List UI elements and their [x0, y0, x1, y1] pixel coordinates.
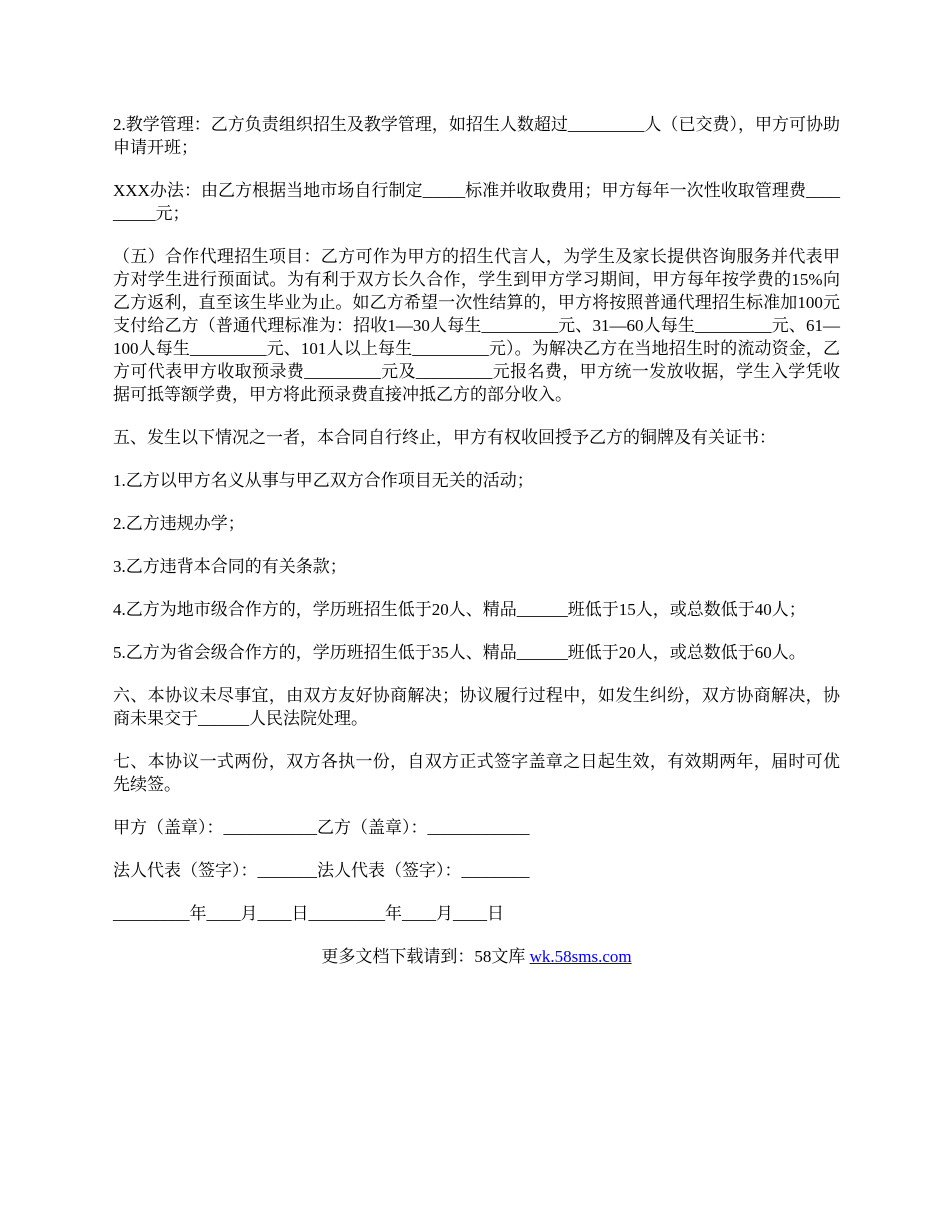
paragraph-xxx-method: XXX办法：由乙方根据当地市场自行制定_____标准并收取费用；甲方每年一次性收取管理费_________元； [113, 181, 840, 223]
signature-representative-line: 法人代表（签字）：_______法人代表（签字）：________ [113, 861, 530, 880]
signature-date-line: _________年____月____日_________年____月____日 [113, 904, 504, 923]
paragraph-section-seven: 七、本协议一式两份，双方各执一份，自双方正式签字盖章之日起生效，有效期两年，届时可优先续签。 [113, 752, 840, 794]
paragraph-section-six: 六、本协议未尽事宜，由双方友好协商解决；协议履行过程中，如发生纠纷，双方协商解决，协商未果交于______人民法院处理。 [113, 686, 840, 728]
paragraph-clause-5: 5.乙方为省会级合作方的，学历班招生低于35人、精品______班低于20人，或总数低于60人。 [113, 643, 806, 662]
paragraph-agency-enrollment: （五）合作代理招生项目：乙方可作为甲方的招生代言人，为学生及家长提供咨询服务并代表甲方对学生进行预面试。为有利于双方长久合作，学生到甲方学习期间，甲方每年按学费的15%向乙方返利，直至该生毕业为止。如乙方希望一次性结算的，甲方将按照普通代理招生标准加100元支付给乙方（普通代理标准为：招收1—30人每生_________元、31—60人每生_________元、61—100人每生_________元、101人以上每生_________元）。为解决乙方在当地招生时的流动资金，乙方可代表甲方收取预录费_________元及_________元报名费，甲方统一发放收据，学生入学凭收据可抵等额学费，甲方将此预录费直接冲抵乙方的部分收入。 [113, 247, 840, 404]
paragraph-clause-3: 3.乙方违背本合同的有关条款； [113, 557, 347, 576]
paragraph-clause-1: 1.乙方以甲方名义从事与甲乙双方合作项目无关的活动； [113, 471, 534, 490]
footer-link[interactable]: wk.58sms.com [529, 947, 632, 966]
paragraph-teaching-management: 2.教学管理：乙方负责组织招生及教学管理，如招生人数超过_________人（已交费），甲方可协助申请开班； [113, 115, 840, 157]
paragraph-section-five-heading: 五、发生以下情况之一者，本合同自行终止，甲方有权收回授予乙方的铜牌及有关证书： [113, 428, 776, 447]
document-page [113, 113, 840, 968]
footer-download-note [113, 945, 840, 968]
paragraph-clause-2: 2.乙方违规办学； [113, 514, 245, 533]
footer-prefix: 更多文档下载请到：58文库 [321, 947, 530, 966]
signature-seal-line: 甲方（盖章）：___________乙方（盖章）：____________ [113, 818, 530, 837]
paragraph-clause-4: 4.乙方为地市级合作方的，学历班招生低于20人、精品______班低于15人，或总数低于40人； [113, 600, 806, 619]
